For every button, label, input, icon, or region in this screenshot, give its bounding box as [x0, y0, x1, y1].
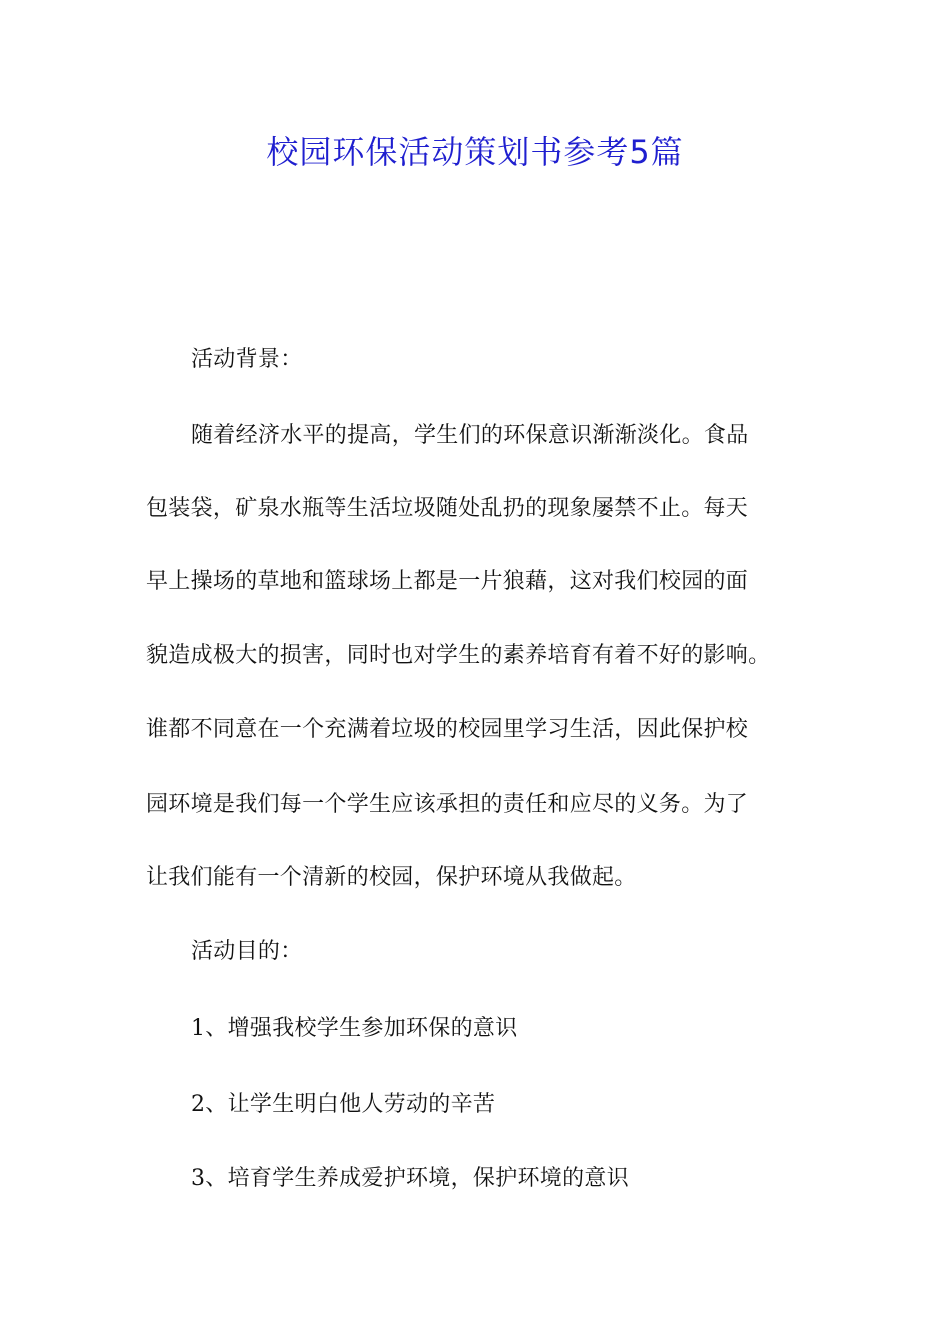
- list-item: 3、培育学生养成爱护环境，保护环境的意识: [191, 1166, 629, 1191]
- paragraph-line: 包装袋，矿泉水瓶等生活垃圾随处乱扔的现象屡禁不止。每天: [146, 496, 749, 521]
- paragraph-line: 随着经济水平的提高，学生们的环保意识渐渐淡化。食品: [191, 423, 749, 448]
- paragraph-line: 早上操场的草地和篮球场上都是一片狼藉，这对我们校园的面: [146, 569, 749, 594]
- section-heading-purpose: 活动目的：: [191, 939, 303, 964]
- paragraph-line: 貌造成极大的损害，同时也对学生的素养培育有着不好的影响。: [146, 643, 771, 668]
- paragraph-line: 让我们能有一个清新的校园，保护环境从我做起。: [146, 865, 637, 890]
- paragraph-line: 谁都不同意在一个充满着垃圾的校园里学习生活，因此保护校: [146, 717, 749, 742]
- section-heading-background: 活动背景：: [191, 347, 303, 372]
- list-item: 2、让学生明白他人劳动的辛苦: [191, 1092, 496, 1117]
- document-title: 校园环保活动策划书参考5篇: [266, 133, 684, 171]
- paragraph-line: 园环境是我们每一个学生应该承担的责任和应尽的义务。为了: [146, 792, 749, 817]
- list-item: 1、增强我校学生参加环保的意识: [191, 1016, 518, 1041]
